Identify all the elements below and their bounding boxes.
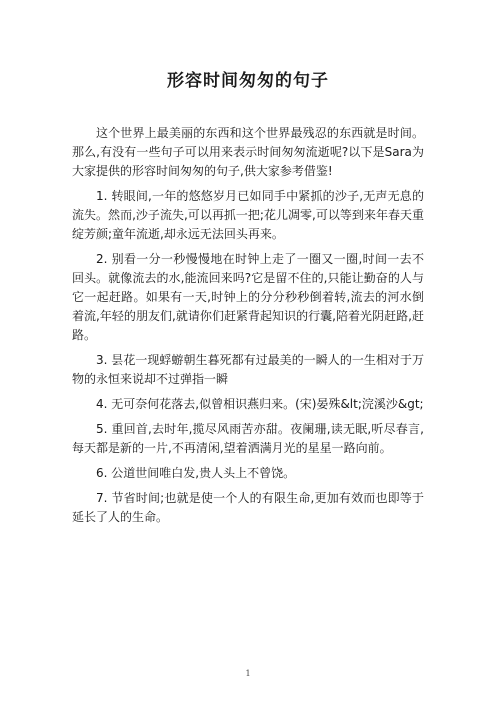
list-item-6: 6. 公道世间唯白发,贵人头上不曾饶。 <box>96 466 296 480</box>
list-item-5: 5. 重回首,去时年,揽尽风雨苦亦甜。夜阑珊,读无眠,听尽春言,每天都是新的一片,不再清闲,望着洒满月光的星星一路向前。 <box>72 422 424 455</box>
document-title: 形容时间匆匆的句子 <box>167 71 329 91</box>
list-item-1: 1. 转眼间,一年的悠悠岁月已如同手中紧抓的沙子,无声无息的流失。然而,沙子流失,可以再抓一把;花儿凋零,可以等到来年春天重绽芳颜;童年流逝,却永远无法回头再来。 <box>72 189 424 241</box>
list-item-3: 3. 昙花一现蜉蝣朝生暮死都有过最美的一瞬人的一生相对于万物的永恒来说却不过弹指一瞬 <box>72 353 424 386</box>
document-body <box>72 124 424 533</box>
list-item-4: 4. 无可奈何花落去,似曾相识燕归来。(宋)晏殊&lt;浣溪沙&gt; <box>96 397 424 411</box>
intro-paragraph: 这个世界上最美丽的东西和这个世界最残忍的东西就是时间。那么,有没有一些句子可以用来表示时间匆匆流逝呢?以下是Sara为大家提供的形容时间匆匆的句子,供大家参考借鉴! <box>72 126 424 178</box>
list-item-2: 2. 别看一分一秒慢慢地在时钟上走了一圈又一圈,时间一去不回头。就像流去的水,能流回来吗?它是留不住的,只能让勤奋的人与它一起赶路。如果有一天,时钟上的分分秒秒倒着转,流去的河水倒着流,年轻的朋友们,就请你们赶紧背起知识的行囊,陪着光阴赶路,赶路。 <box>72 252 424 342</box>
list-item-7: 7. 节省时间;也就是使一个人的有限生命,更加有效而也即等于延长了人的生命。 <box>72 491 424 524</box>
page-number: 1 <box>245 669 251 678</box>
